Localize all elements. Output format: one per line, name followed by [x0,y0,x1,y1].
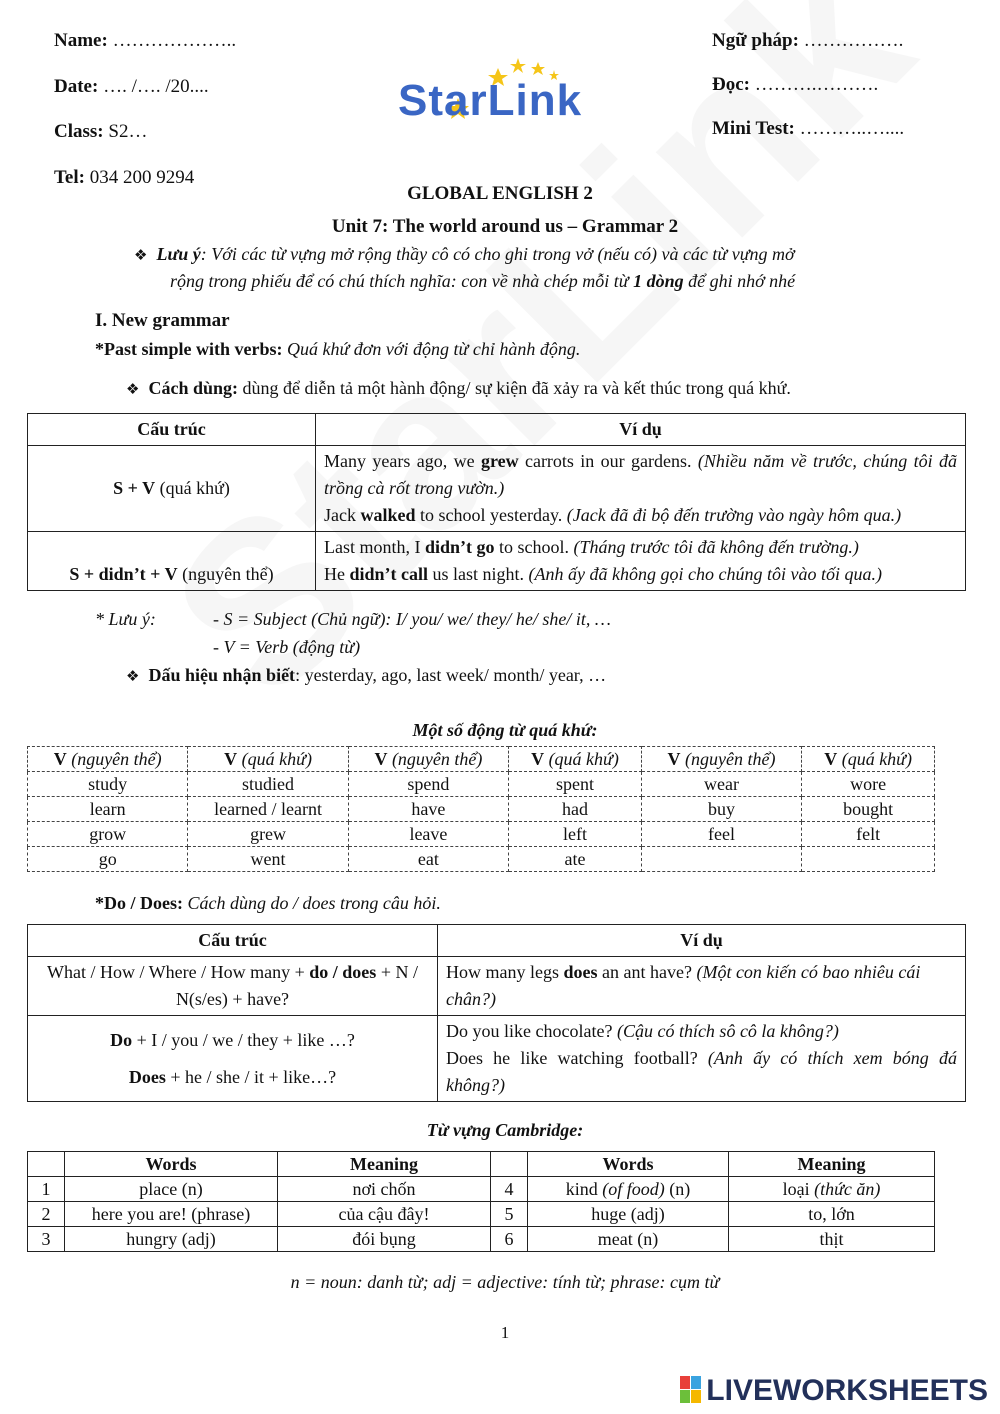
verb-cell: ate [509,847,642,872]
vocab-meaning: thịt [729,1227,935,1252]
note-line-subject: - S = Subject (Chủ ngữ): I/ you/ we/ they/ he/ she/ it, … [213,609,611,629]
vocab-number: 5 [491,1202,528,1227]
vocab-legend: n = noun: danh từ; adj = adjective: tính từ; phrase: cụm từ [290,1272,720,1292]
verb-cell: learn [28,797,188,822]
verbs-col-header: V (quá khứ) [188,747,348,772]
dodoes-line: *Do / Does: Cách dùng do / does trong câu hỏi. [95,893,441,913]
verbs-table-title: Một số động từ quá khứ: [412,720,598,740]
table-header: Meaning [278,1152,491,1177]
verb-cell: spend [348,772,508,797]
verbs-col-header: V (nguyên thể) [641,747,801,772]
verbs-row [28,847,935,872]
usage-line: ❖ Cách dùng: dùng để diễn tả một hành động/ sự kiện đã xảy ra và kết thúc trong quá khứ. [126,378,791,398]
verb-cell: felt [802,822,935,847]
verb-cell: leave [348,822,508,847]
structure-table [27,413,966,591]
table-header: Words [528,1152,729,1177]
verb-cell: learned / learnt [188,797,348,822]
verbs-col-header: V (nguyên thể) [28,747,188,772]
note-line-verb: - V = Verb (động từ) [213,637,361,657]
vocab-number: 2 [28,1202,65,1227]
vocab-word: kind (of food) (n) [528,1177,729,1202]
vocab-word: huge (adj) [528,1202,729,1227]
starlink-logo: StarLink [398,56,630,130]
signs-line: ❖ Dấu hiệu nhận biết: yesterday, ago, last week/ month/ year, … [126,665,607,685]
vocab-word: here you are! (phrase) [65,1202,278,1227]
vocab-meaning: to, lớn [729,1202,935,1227]
table-header: Ví dụ [438,925,966,957]
tel-field: Tel: 034 200 9294 [54,167,195,188]
vocab-table [27,1151,935,1252]
verb-cell: wear [641,772,801,797]
table-row: Do + I / you / we / they + like …? Does + he / she / it + like…? Do you like chocolate? (Cậu có thích sô cô la không?) Does he like watching football? (Anh ấy có thích xem bóng đá không?) [28,1016,966,1102]
diamond-bullet-icon: ❖ [126,380,140,398]
vocab-title: Từ vựng Cambridge: [426,1120,584,1140]
vocab-word: meat (n) [528,1227,729,1252]
verb-cell [641,847,801,872]
page-title: GLOBAL ENGLISH 2 [407,183,593,204]
vocab-word: hungry (adj) [65,1227,278,1252]
table-row: S + didn’t + V (nguyên thể) Last month, I didn’t go to school. (Tháng trước tôi đã không đến trường.) He didn’t call us last night. (Anh ấy đã không gọi cho chúng tôi vào tối qua.) [28,532,966,591]
grammar-score-field[interactable]: Ngữ pháp: ……………. [712,30,904,51]
liveworksheets-logo: LIVEWORKSHEETS [680,1374,988,1408]
dodoes-table [27,924,966,1102]
table-header: Words [65,1152,278,1177]
verb-cell: left [509,822,642,847]
verb-cell: grow [28,822,188,847]
verb-cell: went [188,847,348,872]
verb-cell: grew [188,822,348,847]
verb-cell: had [509,797,642,822]
vocab-meaning: đói bụng [278,1227,491,1252]
diamond-bullet-icon: ❖ [134,246,148,264]
vocab-meaning: loại (thức ăn) [729,1177,935,1202]
verbs-row [28,822,935,847]
verbs-col-header: V (nguyên thể) [348,747,508,772]
example-sentence: He didn’t call us last night. (Anh ấy đã không gọi cho chúng tôi vào tối qua.) [324,564,882,584]
verb-cell: feel [641,822,801,847]
verb-cell: buy [641,797,801,822]
verb-cell: study [28,772,188,797]
example-sentence: Many years ago, we grew carrots in our gardens. (Nhiều năm về trước, chúng tôi đã trồng cà rốt trong vườn.) [324,451,957,498]
table-row: What / How / Where / How many + do / does + N / N(s/es) + have? How many legs does an ant have? (Một con kiến có bao nhiêu cái chân?) [28,957,966,1016]
verb-cell: bought [802,797,935,822]
note-label: * Lưu ý: [95,609,156,629]
date-field[interactable]: Date: …. /…. /20.... [54,76,209,97]
name-field[interactable]: Name: ……………….. [54,30,237,51]
example-sentence: Last month, I didn’t go to school. (Tháng trước tôi đã không đến trường.) [324,537,859,557]
liveworksheets-icon [680,1376,702,1404]
vocab-row [28,1202,935,1227]
table-row: S + V (quá khứ) Many years ago, we grew carrots in our gardens. (Nhiều năm về trước, chúng tôi đã trồng cà rốt trong vườn.) Jack walked to school yesterday. (Jack đã đi bộ đến trường vào ngày hôm qua.) [28,446,966,532]
vocab-number: 4 [491,1177,528,1202]
vocab-word: place (n) [65,1177,278,1202]
verb-cell: wore [802,772,935,797]
verb-cell [802,847,935,872]
vocab-row [28,1227,935,1252]
vocab-number: 1 [28,1177,65,1202]
reading-score-field[interactable]: Đọc: ……….………. [712,74,879,95]
minitest-score-field[interactable]: Mini Test: ………..….... [712,118,905,139]
vocab-meaning: nơi chốn [278,1177,491,1202]
verb-cell: studied [188,772,348,797]
page-subtitle: Unit 7: The world around us – Grammar 2 [331,216,679,237]
diamond-bullet-icon: ❖ [126,667,140,685]
vocab-number: 3 [28,1227,65,1252]
vocab-meaning: của cậu đây! [278,1202,491,1227]
verb-cell: eat [348,847,508,872]
verb-cell: spent [509,772,642,797]
table-header: Meaning [729,1152,935,1177]
vocab-number: 6 [491,1227,528,1252]
vocab-row [28,1177,935,1202]
verb-cell: have [348,797,508,822]
section-heading: I. New grammar [95,310,230,331]
table-header: Ví dụ [316,414,966,446]
table-header: Cấu trúc [28,925,438,957]
example-sentence: Jack walked to school yesterday. (Jack đã đi bộ đến trường vào ngày hôm qua.) [324,505,902,525]
note-block: ❖ Lưu ý: Với các từ vựng mở rộng thầy cô có cho ghi trong vở (nếu có) và các từ vựng mở rộng trong phiếu để có chú thích nghĩa: con về nhà chép mỗi từ 1 dòng để ghi nhớ nhé [134,244,796,291]
verbs-col-header: V (quá khứ) [509,747,642,772]
verbs-row [28,797,935,822]
past-simple-line: *Past simple with verbs: Quá khứ đơn với động từ chỉ hành động. [95,339,581,359]
verbs-row [28,772,935,797]
class-field[interactable]: Class: S2… [54,121,148,142]
verbs-col-header: V (quá khứ) [802,747,935,772]
page-number: 1 [500,1323,510,1342]
past-verbs-table [27,746,935,872]
table-header: Cấu trúc [28,414,316,446]
verb-cell: go [28,847,188,872]
